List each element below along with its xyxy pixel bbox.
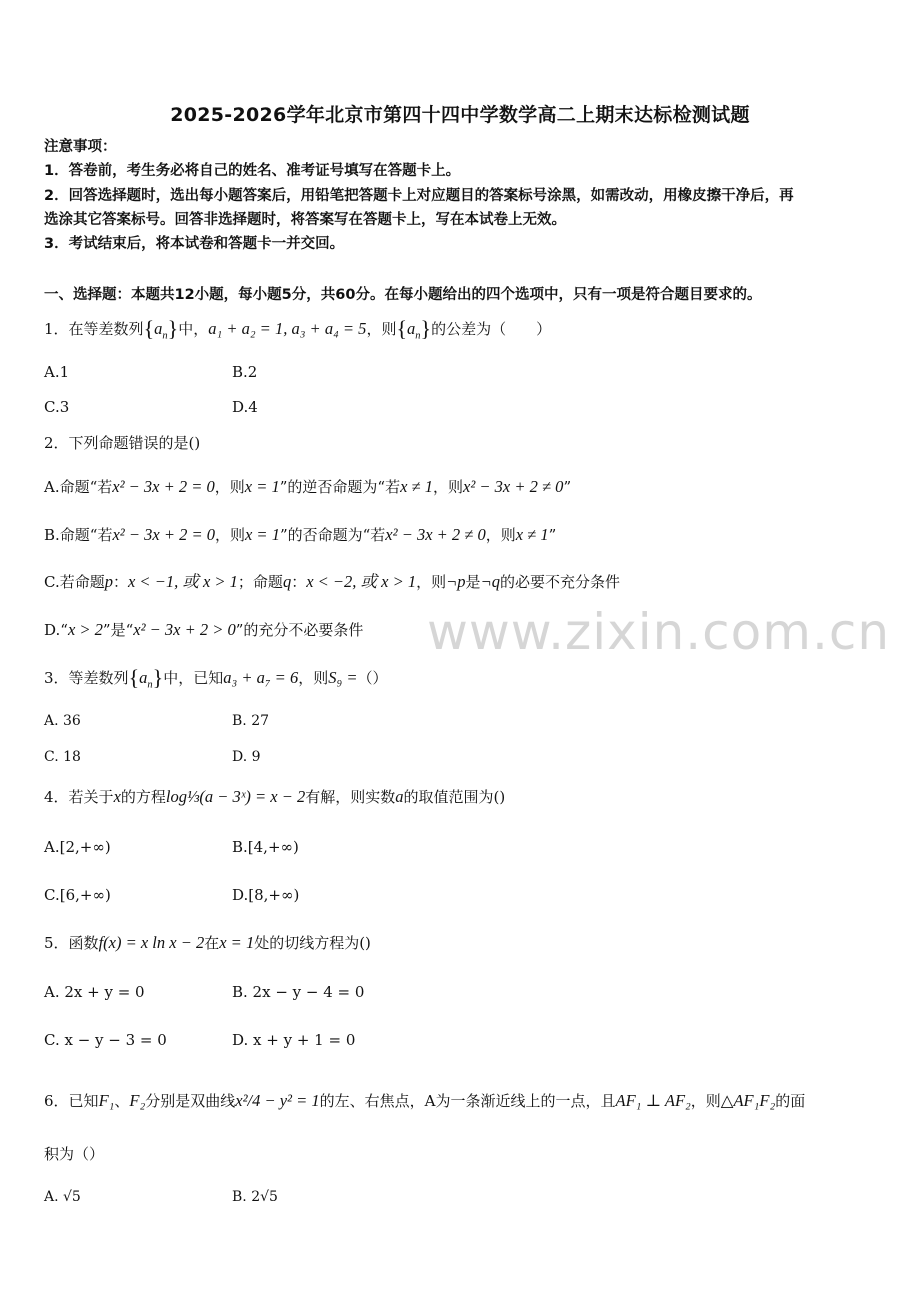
text-fragment: 的公差为（ ） (431, 320, 552, 338)
q2-option-d (44, 619, 363, 641)
notice-item-2: 2．回答选择题时，选出每小题答案后，用铅笔把答题卡上对应题目的答案标号涂黑，如需改动，用橡皮擦干净后，再 (44, 188, 794, 204)
text-fragment: 的取值范围为() (403, 788, 506, 806)
question-6-stem (44, 1090, 805, 1112)
text-fragment: 、 (114, 1092, 130, 1110)
text-fragment: ；命题 (237, 573, 283, 591)
text-fragment: 处的切线方程为() (254, 934, 371, 952)
text-fragment: 的面 (775, 1092, 806, 1110)
text-fragment: x ≠ 1 (400, 477, 433, 496)
text-fragment: 有解，则实数 (305, 788, 396, 806)
text-fragment: 的必要不充分条件 (499, 573, 620, 591)
q4-option-b: B.[4,+∞) (232, 838, 299, 856)
text-fragment: x² − 3x + 2 > 0 (133, 620, 236, 639)
text-fragment: x < −1, 或 x > 1 (127, 572, 238, 591)
sequence-notation: $\{a_n\}$ (128, 665, 164, 691)
q3-option-c: C. 18 (44, 749, 81, 765)
q2-option-a (44, 476, 571, 498)
text-fragment: x = 1 (244, 525, 280, 544)
text-fragment: ，则 (214, 526, 245, 544)
text-fragment: AF₁ ⊥ AF₂ (615, 1091, 691, 1110)
text-fragment: ”的否命题为“若 (279, 526, 386, 544)
text-fragment: 5． (44, 934, 69, 952)
text-fragment: x ≠ 1 (515, 525, 549, 544)
question-6-stem-cont: 积为（） (44, 1145, 105, 1163)
text-fragment: 的左、右焦点，A为一条渐近线上的一点，且 (319, 1092, 616, 1110)
sequence-notation: $\{a_n\}$ (143, 316, 179, 342)
text-fragment: 在等差数列 (68, 320, 144, 338)
text-fragment: x² − 3x + 2 ≠ 0 (385, 525, 486, 544)
sequence-notation: $\{a_n\}$ (396, 316, 432, 342)
condition-formula: a₁ + a₂ = 1, a₃ + a₄ = 5 (208, 319, 367, 338)
q1-option-a: A.1 (44, 363, 70, 381)
text-fragment: 在 (204, 934, 220, 952)
text-fragment: x < −2, 或 x > 1 (306, 572, 417, 591)
q4-option-d: D.[8,+∞) (232, 886, 300, 904)
question-5-stem (44, 932, 371, 954)
q2-option-b (44, 524, 556, 546)
text-fragment: ¬p (446, 572, 466, 591)
text-fragment: x > 2 (67, 620, 103, 639)
text-fragment: ”是“ (102, 621, 134, 639)
text-fragment: ： (112, 573, 128, 591)
q4-option-c: C.[6,+∞) (44, 886, 111, 904)
text-fragment: F₁ (98, 1091, 115, 1110)
notice-item-3: 3．考试结束后，将本试卷和答题卡一并交回。 (44, 236, 345, 252)
text-fragment: ： (291, 573, 307, 591)
text-fragment: 分别是双曲线 (145, 1092, 236, 1110)
text-fragment: 6． (44, 1092, 69, 1110)
text-fragment: A.命题“若 (44, 478, 113, 496)
watermark: www.zixin.com.cn (427, 603, 891, 661)
text-fragment: x = 1 (219, 933, 255, 952)
text-fragment: △AF₁F₂ (720, 1091, 776, 1110)
q4-option-a: A.[2,+∞) (44, 838, 111, 856)
text-fragment: 3． (44, 669, 69, 687)
text-fragment: a₃ + a₇ = 6 (223, 668, 299, 687)
section-heading: 一、选择题：本题共12小题，每小题5分，共60分。在每小题给出的四个选项中，只有一项是符合题目要求的。 (44, 287, 762, 303)
text-fragment: 4． (44, 788, 69, 806)
text-fragment: f(x) = x ln x − 2 (98, 933, 205, 952)
text-fragment: x (113, 787, 121, 806)
text-fragment: 等差数列 (68, 669, 129, 687)
text-fragment: ¬q (480, 572, 500, 591)
text-fragment: ，则 (433, 478, 464, 496)
text-fragment: ” (563, 478, 572, 496)
notice-item-2-cont: 选涂其它答案标号。回答非选择题时，将答案写在答题卡上，写在本试卷上无效。 (44, 212, 566, 228)
question-4-stem (44, 786, 505, 808)
q5-option-b: B. 2x − y − 4 = 0 (232, 983, 365, 1001)
q1-option-b: B.2 (232, 363, 258, 381)
text-fragment: a (395, 787, 404, 806)
text-fragment: D.“ (44, 621, 68, 639)
text-fragment: 的方程 (120, 788, 166, 806)
notice-heading: 注意事项： (44, 139, 117, 155)
text-fragment: x² − 3x + 2 = 0 (112, 477, 215, 496)
text-fragment: B.命题“若 (44, 526, 113, 544)
text-fragment: ，则 (214, 478, 245, 496)
text-fragment: ，则 (690, 1092, 721, 1110)
text-fragment: 中， (178, 320, 209, 338)
q6-option-a: A. √5 (44, 1189, 81, 1205)
text-fragment: q (282, 572, 292, 591)
q3-option-d: D. 9 (232, 749, 261, 765)
text-fragment: 函数 (68, 934, 99, 952)
text-fragment: ，则 (416, 573, 447, 591)
text-fragment: C.若命题 (44, 573, 105, 591)
text-fragment: 若关于 (68, 788, 114, 806)
text-fragment: 已知 (68, 1092, 99, 1110)
q5-option-d: D. x + y + 1 = 0 (232, 1031, 356, 1049)
text-fragment: x = 1 (244, 477, 280, 496)
text-fragment: F₂ (129, 1091, 146, 1110)
q6-option-b: B. 2√5 (232, 1189, 278, 1205)
q2-option-c (44, 571, 620, 593)
question-2-stem: 2．下列命题错误的是() (44, 434, 201, 452)
question-3-stem (44, 667, 387, 696)
text-fragment: p (104, 572, 113, 591)
text-fragment: ”的逆否命题为“若 (279, 478, 401, 496)
text-fragment: 中，已知 (163, 669, 224, 687)
question-1-stem (44, 318, 551, 347)
text-fragment: x² − 3x + 2 ≠ 0 (463, 477, 564, 496)
log-equation: log⅓(a − 3ˣ) = x − 2 (165, 787, 306, 806)
text-fragment: ，则 (485, 526, 516, 544)
q5-option-c: C. x − y − 3 = 0 (44, 1031, 167, 1049)
q3-option-b: B. 27 (232, 713, 270, 729)
text-fragment: 是 (465, 573, 481, 591)
text-fragment: x² − 3x + 2 = 0 (112, 525, 215, 544)
text-fragment: ，则 (298, 669, 329, 687)
hyperbola-equation: x²/4 − y² = 1 (235, 1091, 320, 1110)
q1-option-c: C.3 (44, 398, 70, 416)
notice-item-1: 1．答卷前，考生务必将自己的姓名、准考证号填写在答题卡上。 (44, 163, 461, 179)
page-title: 2025-2026学年北京市第四十四中学数学高二上期末达标检测试题 (170, 104, 750, 126)
q1-option-d: D.4 (232, 398, 258, 416)
q3-option-a: A. 36 (44, 713, 81, 729)
question-number: 1． (44, 320, 69, 338)
text-fragment: ，则 (366, 320, 397, 338)
text-fragment: ” (548, 526, 557, 544)
text-fragment: ”的充分不必要条件 (235, 621, 364, 639)
text-fragment: S₉ = (328, 668, 358, 687)
q5-option-a: A. 2x + y = 0 (44, 983, 145, 1001)
text-fragment: （） (357, 669, 388, 687)
